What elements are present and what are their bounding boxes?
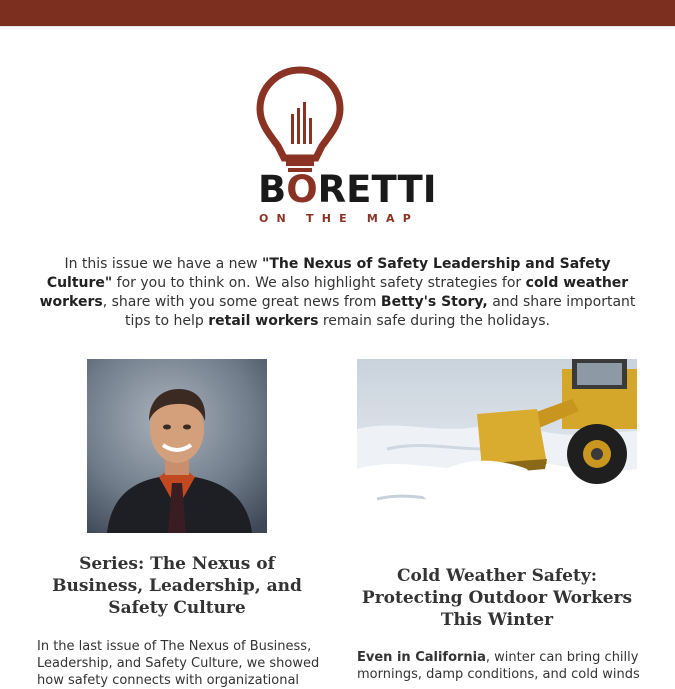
- snow-plow-loader-photo[interactable]: [357, 359, 637, 545]
- top-divider: [0, 26, 675, 27]
- lightbulb-pin-icon: [250, 62, 425, 172]
- article-body-cold-weather: Even in California, winter can bring chilly mornings, damp conditions, and cold winds: [357, 650, 640, 682]
- boretti-logo[interactable]: [250, 62, 437, 230]
- intro-paragraph: In this issue we have a new "The Nexus of Safety Leadership and Safety Culture" for you to think on. We also highlight safety strategies for cold weather workers, share with you some great news from Betty's Story, and share important tips to help retail workers remain safe during the holidays.: [39, 256, 636, 329]
- article-body-nexus: In the last issue of The Nexus of Business, Leadership, and Safety Culture, we showed how safety connects with organizational: [37, 639, 320, 688]
- article-headline-nexus[interactable]: Series: The Nexus of Business, Leadership, and Safety Culture: [52, 554, 302, 618]
- brand-tagline: ON THE MAP: [259, 212, 419, 225]
- man-portrait-photo[interactable]: [87, 359, 267, 533]
- article-headline-cold-weather[interactable]: Cold Weather Safety: Protecting Outdoor Workers This Winter: [361, 566, 633, 630]
- top-banner-bar: [0, 0, 675, 26]
- brand-name: BORETTI: [258, 168, 437, 211]
